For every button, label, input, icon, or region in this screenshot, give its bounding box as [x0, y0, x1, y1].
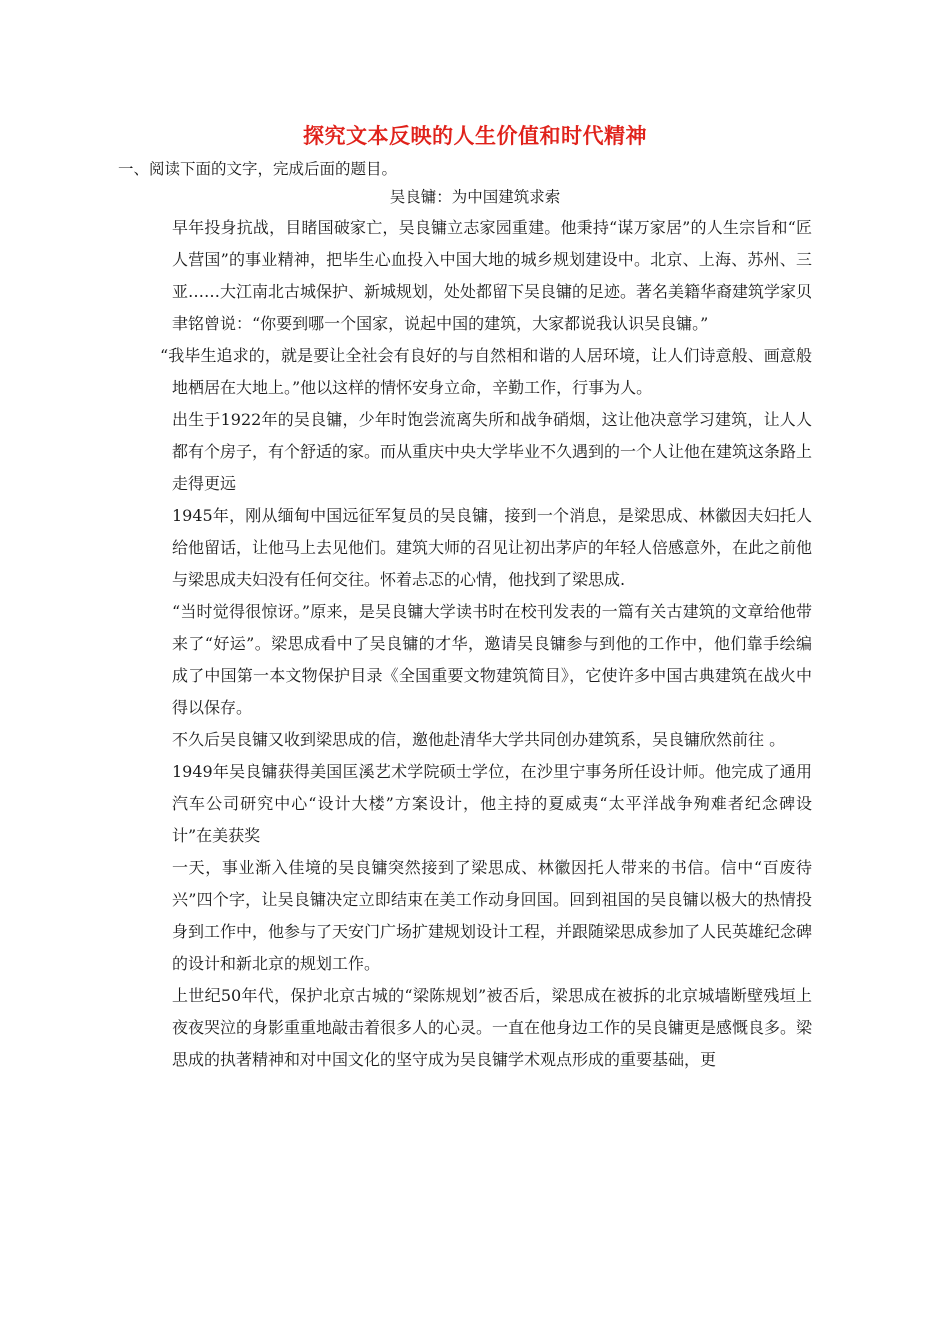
paragraph: “当时觉得很惊讶。”原来，是吴良镛大学读书时在校刊发表的一篇有关古建筑的文章给他带来了“好运”。梁思成看中了吴良镛的才华，邀请吴良镛参与到他的工作中，他们靠手绘编成了中国第一本文物保护目录《全国重要文物建筑简目》，它使许多中国古典建筑在战火中得以保存。 — [172, 602, 812, 717]
paragraph: 1949年吴良镛获得美国匡溪艺术学院硕士学位，在沙里宁事务所任设计师。他完成了通用汽车公司研究中心“设计大楼”方案设计，他主持的夏威夷“太平洋战争殉难者纪念碑设计”在美获奖 — [172, 762, 812, 845]
paragraph: 一天，事业渐入佳境的吴良镛突然接到了梁思成、林徽因托人带来的书信。信中“百废待兴”四个字，让吴良镛决定立即结束在美工作动身回国。回到祖国的吴良镛以极大的热情投身到工作中，他参与了天安门广场扩建规划设计工程，并跟随梁思成参加了人民英雄纪念碑的设计和新北京的规划工作。 — [172, 858, 813, 973]
paragraph: 1945年，刚从缅甸中国远征军复员的吴良镛，接到一个消息，是梁思成、林徽因夫妇托人给他留话，让他马上去见他们。建筑大师的召见让初出茅庐的年轻人倍感意外，在此之前他与梁思成夫妇没有任何交往。怀着忐忑的心情，他找到了梁思成. — [172, 506, 813, 589]
paragraph: 出生于1922年的吴良镛，少年时饱尝流离失所和战争硝烟，这让他决意学习建筑，让人人都有个房子，有个舒适的家。而从重庆中央大学毕业不久遇到的一个人让他在建筑这条路上走得更远 — [172, 410, 813, 493]
question-instruction: 一、阅读下面的文字，完成后面的题目。 — [118, 160, 398, 178]
paragraph: 早年投身抗战，目睹国破家亡，吴良镛立志家园重建。他秉持“谋万家居”的人生宗旨和“匠人营国”的事业精神，把毕生心血投入中国大地的城乡规划建设中。北京、上海、苏州、三亚……大江南北古城保护、新城规划，处处都留下吴良镛的足迹。著名美籍华裔建筑学家贝聿铭曾说：“你要到哪一个国家，说起中国的建筑，大家都说我认识吴良镛。” — [172, 218, 813, 333]
paragraph: 上世纪50年代，保护北京古城的“梁陈规划”被否后，梁思成在被拆的北京城墙断壁残垣上夜夜哭泣的身影重重地敲击着很多人的心灵。一直在他身边工作的吴良镛更是感慨良多。梁思成的执著精神和对中国文化的坚守成为吴良镛学术观点形成的重要基础，更 — [172, 986, 813, 1069]
article-title: 吴良镛：为中国建筑求索 — [389, 188, 561, 206]
paragraph: 不久后吴良镛又收到梁思成的信，邀他赴清华大学共同创办建筑系，吴良镛欣然前往 。 — [172, 730, 786, 749]
article-body — [160, 212, 813, 1076]
paragraph: “我毕生追求的，就是要让全社会有良好的与自然相和谐的人居环境，让人们诗意般、画意般地栖居在大地上。”他以这样的情怀安身立命，辛勤工作，行事为人。 — [160, 346, 812, 397]
document-title: 探究文本反映的人生价值和时代精神 — [303, 123, 647, 148]
